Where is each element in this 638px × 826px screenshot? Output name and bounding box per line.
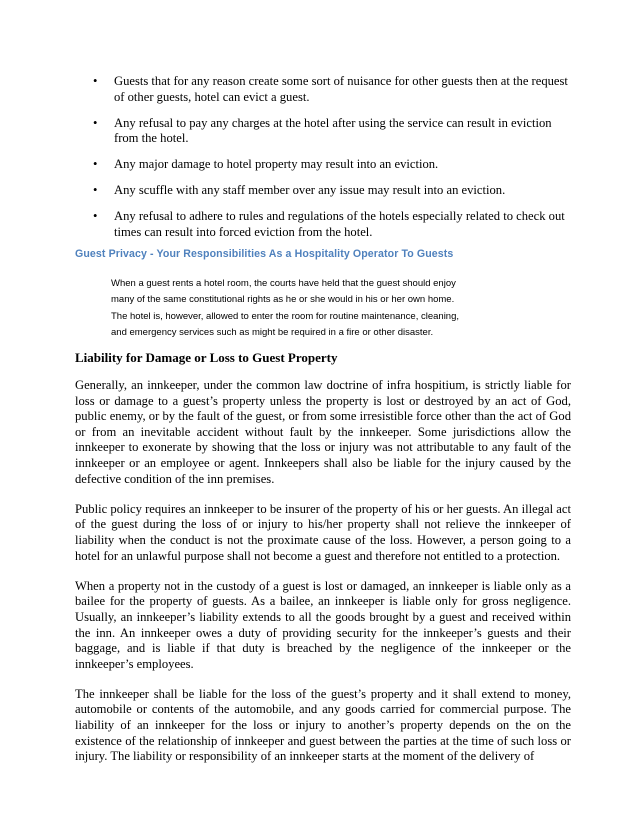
bullet-icon: • <box>93 157 98 172</box>
eviction-reasons-list <box>93 74 573 251</box>
bullet-icon: • <box>93 74 98 88</box>
list-item-text: Any refusal to pay any charges at the hotel after using the service can result in eviction from the hotel. <box>114 115 552 146</box>
list-item <box>93 116 573 147</box>
paragraph: When a property not in the custody of a guest is lost or damaged, an innkeeper is liable only as a bailee for the property of guests. As a bailee, an innkeeper is liable only for gross negligence. Usually, an innkeeper’s liability extends to all the goods brought by a guest and received within the inn. An innkeeper owes a duty of providing security for the innkeeper’s guests and their baggage, and is liable if that duty is breached by the negligence of the innkeeper or the innkeeper’s employees. <box>75 578 571 671</box>
list-item <box>93 157 573 173</box>
list-item <box>93 74 573 105</box>
list-item <box>93 183 573 199</box>
quote-line: and emergency services such as might be required in a fire or other disaster. <box>111 327 434 339</box>
section-heading-liability: Liability for Damage or Loss to Guest Property <box>75 350 338 365</box>
quote-line: The hotel is, however, allowed to enter the room for routine maintenance, cleaning, <box>111 310 460 322</box>
liability-body <box>75 378 571 779</box>
guest-privacy-quote <box>111 276 541 342</box>
list-item-text: Guests that for any reason create some sort of nuisance for other guests then at the request of other guests, hotel can evict a guest. <box>114 74 568 104</box>
bullet-icon: • <box>93 115 98 130</box>
paragraph: The innkeeper shall be liable for the loss of the guest’s property and it shall extend to money, automobile or contents of the automobile, and any goods carried for commercial purpose. The liability of an innkeeper for the loss or injury to another’s property depends on the on the existence of the relationship of innkeeper and guest between the parties at the time of such loss or injury. The liability or responsibility of an innkeeper starts at the moment of the delivery of <box>75 686 571 764</box>
section-heading-guest-privacy: Guest Privacy - Your Responsibilities As a Hospitality Operator To Guests <box>75 248 454 260</box>
paragraph: Public policy requires an innkeeper to be insurer of the property of his or her guests. An illegal act of the guest during the loss of or injury to his/her property shall not relieve the innkeeper of liability when the conduct is not the proximate cause of the loss. However, a person going to a hotel for an unlawful purpose shall not become a guest and therefore not entitled to a protection. <box>75 501 571 563</box>
quote-line: many of the same constitutional rights as he or she would in his or her own home. <box>111 294 455 306</box>
quote-line: When a guest rents a hotel room, the courts have held that the guest should enjoy <box>111 278 456 289</box>
list-item-text: Any major damage to hotel property may result into an eviction. <box>114 157 439 172</box>
list-item-text: Any scuffle with any staff member over any issue may result into an eviction. <box>114 183 506 198</box>
list-item-text: Any refusal to adhere to rules and regulations of the hotels especially related to check out times can result into forced eviction from the hotel. <box>114 209 565 239</box>
paragraph: Generally, an innkeeper, under the common law doctrine of infra hospitium, is strictly liable for loss or damage to a guest’s property unless the property is lost or destroyed by an act of God, public enemy, or by the fault of the guest, or from some irresistible force other than the act of God or from an inevitable accident without fault by the innkeeper. Some jurisdictions allow the innkeeper to exonerate by showing that the loss or injury was not attributable to any fault of the innkeeper or an employee or agent. Innkeepers shall also be liable for the injury caused by the defective condition of the inn premises. <box>75 378 571 486</box>
bullet-icon: • <box>93 183 98 198</box>
bullet-icon: • <box>93 209 98 224</box>
list-item <box>93 209 573 240</box>
